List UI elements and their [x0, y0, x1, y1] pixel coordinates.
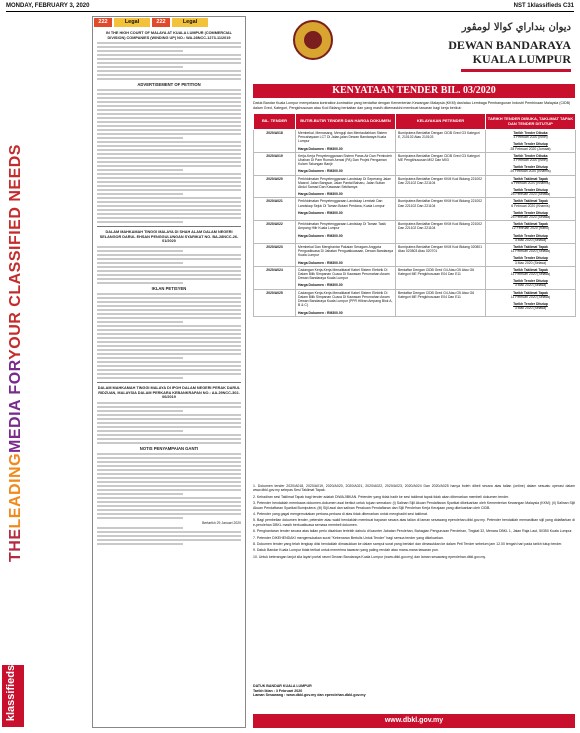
dbkl-name-line-1: DEWAN BANDARAYA: [448, 38, 571, 52]
legal-content: [93, 28, 245, 549]
tender-bil: 2020/A018: [254, 130, 296, 153]
tender-row: [254, 289, 576, 316]
tender-tarikh: Tarikh Taklimat Tapak 11 Februari 2020 (Selasa) Tarikh Tender Ditutup 3 Mac 2020 (Selasa): [486, 289, 576, 316]
legal-body-5: [97, 402, 241, 444]
legal-advert-title-1: ADVERTISEMENT OF PETITION: [137, 82, 201, 88]
slogan-media: MEDIA FOR: [7, 359, 24, 453]
tender-row: [254, 244, 576, 267]
tender-bil: 2020/A023: [254, 244, 296, 267]
tender-kelayakan: Bumiputera Berdaftar Dengan CIDB Gred G3 Kategori ME Pengkhususan M02 Dan M03: [396, 152, 486, 175]
tender-bil: 2020/A025: [254, 289, 296, 316]
tender-banner: KENYATAAN TENDER BIL. 03/2020: [253, 84, 575, 98]
tender-bil: 2020/A020: [254, 175, 296, 198]
footer-date: Tarikh Iklan : 3 Februari 2020: [253, 688, 303, 693]
tender-bil: 2020/A019: [254, 152, 296, 175]
tender-bil: 2020/A022: [254, 221, 296, 244]
dbkl-masthead: [293, 16, 575, 84]
tender-row: [254, 198, 576, 221]
slogan-the: THE: [7, 528, 24, 562]
klassifieds-logo: [2, 665, 24, 727]
tender-footer: [253, 684, 575, 698]
tender-row: [254, 152, 576, 175]
legal-tab-number: 222: [94, 18, 112, 27]
legal-tab-number-2: 222: [152, 18, 170, 27]
tender-bil: 2020/A024: [254, 266, 296, 289]
col-bil: BIL. TENDER: [254, 114, 296, 130]
tender-note: 10. Untuk keterangan lanjut sila layari portal rasmi Dewan Bandaraya Kuala Lumpur (www.dbkl.gov.my) dan laman sesawang eperolehan.dbkl.gov.my.: [253, 554, 486, 559]
website-banner[interactable]: www.dbkl.gov.my: [253, 714, 575, 728]
col-butir: BUTIR-BUTIR TENDER DAN HARGA DOKUMEN: [296, 114, 396, 130]
legal-advert-title-2: IKLAN PETISYEN: [151, 285, 187, 291]
tender-butir: Membekal, Memasang, Menguji dan Mentauliahkan Sistem Pencahayaan LCT Di Jalan-jalan Dewan Bandaraya Kuala Lumpur Harga Dokumen : RM300.00: [296, 130, 396, 153]
tender-advertisement: [253, 16, 575, 728]
page-header: [6, 3, 574, 12]
tender-note: 5. Bagi pembelian dokumen tender, petender atau wakil hendaklah membuat bayaran secara atas talian di laman sesawang eperolehan.dbkl.gov.my. Petender hendaklah memastikan sijil yang didaftarkan di e-perolehan DBKL masih berkuatkuasa semasa membeli dokumen.: [253, 518, 575, 527]
tender-tarikh: Tarikh Taklimat Tapak 6 Februari 2020 (Khamis) Tarikh Tender Ditutup 25 Februari 2020 (Selasa): [486, 175, 576, 198]
slogan-needs: YOUR CLASSIFIED NEEDS: [7, 144, 24, 360]
legal-court-2: DALAM MAHKAMAH TINGGI MALAYA DI SHAH ALAM DALAM NEGERI SELANGOR DARUL EHSAN PENGGULUNGAN SYARIKAT NO. BA-28NCC-26-01/2020: [99, 230, 239, 244]
tender-row: [254, 130, 576, 153]
col-kelayakan: KELAYAKAN PETENDER: [396, 114, 486, 130]
legal-body-2: [97, 89, 241, 223]
legal-body-3: [97, 246, 241, 284]
tender-tarikh: Tarikh Taklimat Tapak 11 Februari 2020 (Selasa) Tarikh Tender Ditutup 3 Mac 2020 (Selasa): [486, 244, 576, 267]
tender-butir: Perkhidmatan Penyelenggaraan Landskap Di Taman Tasik Ampang Hilir Kuala Lumpur Harga Dokumen : RM300.00: [296, 221, 396, 244]
tender-butir: Perkhidmatan Penyelenggaraan Landskap Lembah Dan Landskap Sejuk Di Taman Botani Perdana, Kuala Lumpur Harga Dokumen : RM300.00: [296, 198, 396, 221]
tender-note: 7. Petender DIKEHENDAKI mengemukakan surat "Kebenaran Bertulis Untuk Tender" bagi semua tender yang dikeluarkan.: [253, 535, 444, 540]
tender-tarikh: Tarikh Taklimat Tapak 12 Februari 2020 (Rabu) Tarikh Tender Ditutup 3 Mac 2020 (Selasa): [486, 221, 576, 244]
tender-kelayakan: Bumiputera Berdaftar Dengan KKM Kod Bidang 020801 Atau 020803 Atau 020701: [396, 244, 486, 267]
legal-body-1: [97, 42, 241, 80]
tender-note: 4. Petender yang gagal mengemukakan perkara-perkara di atas tidak dibenarkan untuk menghadiri sesi taklimat.: [253, 512, 428, 517]
tender-row: [254, 175, 576, 198]
tender-butir: Perkhidmatan Penyelenggaraan Landskap Di Seperang Jalan Maarof, Jalan Bangsar, Jalan Pantai Baharu, Jalan Sultan Abdul Samad Dan Kawasan Sekitarnya Harga Dokumen : RM300.00: [296, 175, 396, 198]
tender-table: [253, 113, 576, 317]
tender-bil: 2020/A021: [254, 198, 296, 221]
legal-column: [92, 16, 246, 728]
logo-text: klassifieds: [5, 664, 17, 722]
col-tarikh: TARIKH TENDER DIBUKA, TAKLIMAT TAPAK DAN TENDER DITUTUP: [486, 114, 576, 130]
tender-butir: Membekal Dan Menghantar Pakaian Seragam Anggota Penguatkuasa Di Jabatan Penguatkuasaan, Dewan Bandaraya Kuala Lumpur Harga Dokumen : RM300.00: [296, 244, 396, 267]
tender-kelayakan: Bumiputera Berdaftar Dengan KKM Kod Bidang 221002 Dan 221102 Dan 221104: [396, 221, 486, 244]
side-banner: [3, 14, 25, 730]
tender-butir: Cadangan Kerja-Kerja Menaiktaraf Kabel Sistem Elektrik Di Dalam Bilik Simpanan Cuaca Di Kawasan Perumahan Awam Dewan Bandaraya Kuala Lumpur Harga Dokumen : RM300.00: [296, 266, 396, 289]
dbkl-name-line-2: KUALA LUMPUR: [472, 52, 571, 66]
tender-kelayakan: Berdaftar Dengan CIDB Gred G4 Atau G5 Atau G6 Kategori ME Pengkhususan E04 Dan E11: [396, 289, 486, 316]
tender-butir: Cadangan Kerja-Kerja Menaiktaraf Kabel Sistem Elektrik Di Dalam Bilik Simpanan Cuaca Di Kawasan Perumahan Awam Dewan Bandaraya Kuala Lumpur (PPR Hiliran Ampang Blok A, B & C) Harga Dokumen : RM300.00: [296, 289, 396, 316]
side-slogan: [7, 40, 25, 666]
legal-tab-label-2: Legal: [172, 18, 208, 27]
tender-kelayakan: Bumiputera Berdaftar Dengan CIDB Gred G3 Kategori E, 210102 Atau 210103: [396, 130, 486, 153]
dbkl-crest-icon: [293, 20, 333, 60]
legal-tabs: [93, 17, 245, 28]
tender-kelayakan: Bumiputera Berdaftar Dengan KKM Kod Bidang 221002 Dan 221102 Dan 221104: [396, 175, 486, 198]
legal-body-7: [97, 527, 241, 545]
legal-date: Bertarikh 29 Januari 2020: [202, 520, 241, 525]
tender-note: 1. Dokumen tender 2020/A018, 2020/A019, 2020/A020, 2020/A021, 2020/A022, 2020/A023, 2020/A024 Dan 2020/A025 hanya boleh dibeli secara atas talian (online) dalam sesuatu operasi dalam www.dbkl.gov.my selepas Sesi Taklimat Tapak.: [253, 484, 575, 493]
tender-row: [254, 221, 576, 244]
legal-court-1: IN THE HIGH COURT OF MALAYA AT KUALA LUMPUR (COMMERCIAL DIVISION) COMPANIES (WINDING UP) NO.: WA-28NCC-1273-11/2019: [106, 31, 232, 40]
legal-body-6: [97, 453, 241, 519]
tender-table-header: [254, 114, 576, 130]
footer-signatory: DATUK BANDAR KUALA LUMPUR: [253, 684, 312, 688]
header-section: NST 1klassifieds C31: [513, 3, 574, 9]
tender-tarikh: Tarikh Taklimat Tapak 6 Februari 2020 (Khamis) Tarikh Tender Ditutup 25 Februari 2020 (Selasa): [486, 198, 576, 221]
tender-tarikh: Tarikh Taklimat Tapak 11 Februari 2020 (Selasa) Tarikh Tender Ditutup 3 Mac 2020 (Selasa): [486, 266, 576, 289]
dbkl-jawi-name: ديوان بنداراي کوالا لومڤور: [461, 22, 571, 33]
tender-row: [254, 266, 576, 289]
tender-note: 8. Dokumen tender yang telah lengkap diisi hendaklah dimasukkan ke dalam sampul surat yang berlakri dan dimasukkan ke dalam Peti Tender sebelum jam 12.00 tengah hari pada tarikh tutup tender.: [253, 542, 563, 547]
tender-kelayakan: Bumiputera Berdaftar Dengan KKM Kod Bidang 221002 Dan 221102 Dan 221104: [396, 198, 486, 221]
tender-kelayakan: Berdaftar Dengan CIDB Gred G4 Atau G5 Atau G6 Kategori ME Pengkhususan E04 Dan E11: [396, 266, 486, 289]
legal-notis-title: NOTIS PENYAMPAIAN GANTI: [139, 445, 199, 451]
masthead-stripe: [461, 69, 571, 72]
header-date: MONDAY, FEBRUARY 3, 2020: [6, 3, 90, 9]
legal-body-4: [97, 293, 241, 379]
tender-notes: [253, 484, 575, 561]
tender-note: 6. Penghantaran tender secara atas talian perlu disahkan terlebih dahulu di kaunter Jabatan Perolehan, Bahagian Pengurusan Perolehan, Tingkat 32, Menara DBKL 1, Jalan Raja Laut, 50350 Kuala Lumpur.: [253, 529, 573, 534]
tender-intro: Datuk Bandar Kuala Lumpur mempelawa kontraktor-kontraktor yang berdaftar dengan Kementerian Kewangan Malaysia (KKM) dan/atau Lembaga Pembangunan Industri Pembinaan Malaysia (CIDB) dalam Gred, Kategori, Pengkhususan atau Kod Bidang berkaitan dan yang masih dikemaskini membuat tawaran bagi kerja berikut:: [253, 101, 571, 110]
slogan-leading: LEADING: [7, 452, 24, 529]
tender-tarikh: Tarikh Tender Dibuka 3 Februari 2020 (Isnin) Tarikh Tender Ditutup 20 Februari 2020 (Khamis): [486, 152, 576, 175]
legal-tab-label: Legal: [114, 18, 150, 27]
legal-court-3: DALAM MAHKAMAH TINGGI MALAYA DI IPOH DALAM NEGERI PERAK DARUL RIDZUAN, MALAYSIA DALAM PERKARA KEBANKRAPAN NO.: AA-29NCC-302-06/2019: [97, 385, 241, 400]
tender-tarikh: Tarikh Tender Dibuka 3 Februari 2020 (Isnin) Tarikh Tender Ditutup 28 Februari 2020 (Jumaat): [486, 130, 576, 153]
tender-note: 9. Datuk Bandar Kuala Lumpur tidak terikat untuk menerima tawaran yang paling rendah atau mana-mana tawaran pun.: [253, 548, 439, 553]
tender-note: 3. Petender hendaklah membawa dokumen-dokumen asal berikut untuk tujuan semakan: (i) Salinan Sijil Akuan Pendaftaran Syarikat dikeluarkan oleh Kementerian Kewangan Malaysia (KKM); (ii) Salinan Sijil Akuan Pendaftaran Syarikat Bumiputera; (iii) Sijil asal dan salinan Perakuan Pendaftaran dan Sijil Perolehan Kerja Kerajaan yang dikeluarkan oleh CIDB.: [253, 501, 575, 510]
footer-website: Laman Sesawang : www.dbkl.gov.my dan eperolehan.dbkl.gov.my: [253, 693, 366, 698]
tender-note: 2. Kehadiran sesi Taklimat Tapak bagi tender adalah DIWAJIBKAN. Petender yang tidak hadir ke sesi taklimat tapak tidak akan dibenarkan membeli dokumen tender.: [253, 494, 509, 499]
tender-butir: Kerja-Kerja Penyelenggaraan Sistem Paras Air Dan Pemboleh Ubahan Di Pam Rumah Aerasi (PA) Dan Projek Pengaman Kolam Takungan Banjir Harga Dokumen : RM300.00: [296, 152, 396, 175]
